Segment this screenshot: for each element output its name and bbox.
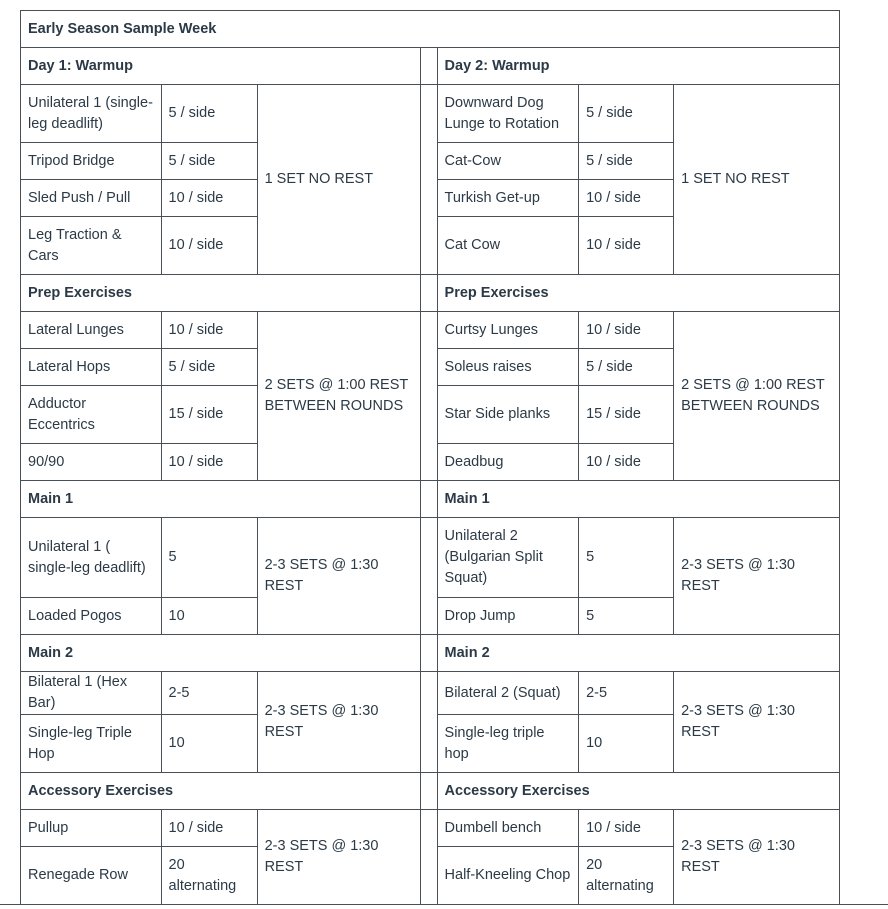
set-scheme: 2-3 SETS @ 1:30 REST	[257, 672, 421, 773]
section-header-row	[21, 635, 840, 672]
exercise-name: Adductor Eccentrics	[21, 386, 162, 444]
section-header-day1: Day 1: Warmup	[21, 48, 421, 85]
exercise-reps: 10 / side	[161, 444, 257, 481]
exercise-name: Leg Traction & Cars	[21, 217, 162, 275]
set-scheme: 2 SETS @ 1:00 REST BETWEEN ROUNDS	[257, 312, 421, 481]
exercise-reps: 5 / side	[579, 349, 674, 386]
exercise-name: Soleus raises	[437, 349, 579, 386]
exercise-reps: 5	[579, 598, 674, 635]
section-header-day2: Main 1	[437, 481, 839, 518]
exercise-name: Unilateral 2 (Bulgarian Split Squat)	[437, 518, 579, 598]
column-gap	[421, 85, 437, 275]
exercise-reps: 5 / side	[579, 143, 674, 180]
exercise-name: Unilateral 1 ( single-leg deadlift)	[21, 518, 162, 598]
exercise-reps: 10 / side	[161, 810, 257, 847]
column-gap	[421, 672, 437, 773]
set-scheme: 2 SETS @ 1:00 REST BETWEEN ROUNDS	[674, 312, 840, 481]
exercise-reps: 10 / side	[579, 217, 674, 275]
section-header-day1: Main 1	[21, 481, 421, 518]
exercise-reps: 5 / side	[161, 143, 257, 180]
exercise-name: Pullup	[21, 810, 162, 847]
section-header-row	[21, 773, 840, 810]
exercise-reps: 15 / side	[579, 386, 674, 444]
exercise-reps: 10	[161, 715, 257, 773]
set-scheme: 1 SET NO REST	[674, 85, 840, 275]
table-row	[21, 518, 840, 598]
table-row	[21, 85, 840, 143]
section-header-row	[21, 481, 840, 518]
exercise-name: Star Side planks	[437, 386, 579, 444]
column-gap	[421, 275, 437, 312]
exercise-reps: 10 / side	[579, 180, 674, 217]
exercise-name: Single-leg triple hop	[437, 715, 579, 773]
exercise-reps: 20 alternating	[579, 847, 674, 905]
column-gap	[421, 810, 437, 905]
exercise-reps: 15 / side	[161, 386, 257, 444]
exercise-name: Bilateral 2 (Squat)	[437, 672, 579, 715]
exercise-name: Dumbell bench	[437, 810, 579, 847]
exercise-name: Half-Kneeling Chop	[437, 847, 579, 905]
exercise-name: Turkish Get-up	[437, 180, 579, 217]
section-header-row	[21, 48, 840, 85]
exercise-reps: 10 / side	[161, 312, 257, 349]
section-header-day2: Day 2: Warmup	[437, 48, 839, 85]
exercise-name: Curtsy Lunges	[437, 312, 579, 349]
exercise-reps: 10 / side	[161, 217, 257, 275]
table-row	[21, 672, 840, 715]
bottom-divider	[0, 904, 888, 905]
table-row	[21, 810, 840, 847]
exercise-reps: 10 / side	[579, 810, 674, 847]
set-scheme: 2-3 SETS @ 1:30 REST	[674, 672, 840, 773]
set-scheme: 2-3 SETS @ 1:30 REST	[674, 518, 840, 635]
exercise-name: Drop Jump	[437, 598, 579, 635]
column-gap	[421, 312, 437, 481]
exercise-reps: 10	[579, 715, 674, 773]
exercise-name: Cat-Cow	[437, 143, 579, 180]
section-header-day1: Accessory Exercises	[21, 773, 421, 810]
exercise-reps: 5 / side	[161, 349, 257, 386]
exercise-reps: 10	[161, 598, 257, 635]
exercise-name: Loaded Pogos	[21, 598, 162, 635]
section-header-day1: Prep Exercises	[21, 275, 421, 312]
exercise-reps: 2-5	[161, 672, 257, 715]
title-row	[21, 11, 840, 48]
column-gap	[421, 635, 437, 672]
exercise-name: Lateral Lunges	[21, 312, 162, 349]
exercise-reps: 5	[161, 518, 257, 598]
table-title: Early Season Sample Week	[21, 11, 840, 48]
schedule-container	[20, 10, 840, 902]
exercise-name: Single-leg Triple Hop	[21, 715, 162, 773]
column-gap	[421, 48, 437, 85]
exercise-name: Tripod Bridge	[21, 143, 162, 180]
exercise-reps: 10 / side	[161, 180, 257, 217]
section-header-day2: Accessory Exercises	[437, 773, 839, 810]
section-header-row	[21, 275, 840, 312]
exercise-reps: 2-5	[579, 672, 674, 715]
exercise-name: Deadbug	[437, 444, 579, 481]
column-gap	[421, 518, 437, 635]
section-header-day2: Prep Exercises	[437, 275, 839, 312]
exercise-reps: 10 / side	[579, 444, 674, 481]
exercise-reps: 5 / side	[161, 85, 257, 143]
exercise-reps: 10 / side	[579, 312, 674, 349]
exercise-name: Cat Cow	[437, 217, 579, 275]
column-gap	[421, 481, 437, 518]
set-scheme: 2-3 SETS @ 1:30 REST	[674, 810, 840, 905]
exercise-reps: 20 alternating	[161, 847, 257, 905]
set-scheme: 2-3 SETS @ 1:30 REST	[257, 518, 421, 635]
exercise-name: Unilateral 1 (single-leg deadlift)	[21, 85, 162, 143]
exercise-reps: 5	[579, 518, 674, 598]
exercise-reps: 5 / side	[579, 85, 674, 143]
column-gap	[421, 773, 437, 810]
set-scheme: 2-3 SETS @ 1:30 REST	[257, 810, 421, 905]
section-header-day2: Main 2	[437, 635, 839, 672]
set-scheme: 1 SET NO REST	[257, 85, 421, 275]
section-header-day1: Main 2	[21, 635, 421, 672]
exercise-name: Sled Push / Pull	[21, 180, 162, 217]
exercise-name: Renegade Row	[21, 847, 162, 905]
table-row	[21, 312, 840, 349]
exercise-name: 90/90	[21, 444, 162, 481]
exercise-name: Downward Dog Lunge to Rotation	[437, 85, 579, 143]
exercise-name: Lateral Hops	[21, 349, 162, 386]
exercise-name: Bilateral 1 (Hex Bar)	[21, 672, 162, 715]
schedule-table	[20, 10, 840, 905]
